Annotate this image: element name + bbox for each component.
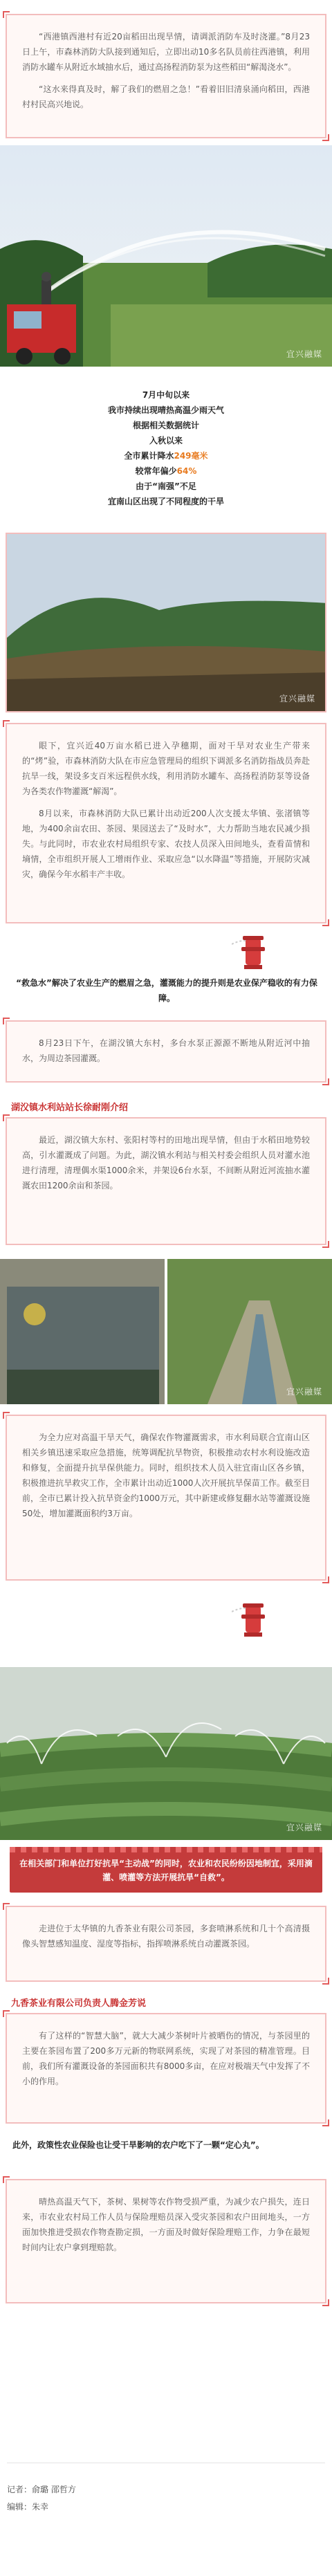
self-rescue-banner: [10, 1847, 322, 1893]
corner-decoration: [3, 11, 10, 18]
drought-summary: [0, 387, 332, 509]
section-hufu-water-station: 湖㳇镇水利站站长徐耐刚介绍: [11, 1103, 129, 1113]
corner-decoration: [3, 1903, 10, 1910]
summary-line-3: 根据相关数据统计: [132, 421, 199, 430]
jiuxiang-paragraph: 走进位于太华镇的九香茶业有限公司茶园，多套喷淋系统和几十个高清摄像头智慧感知温度、湿度等指标，指挥喷淋系统自动灌溉茶园。: [22, 1924, 310, 1949]
water-bureau-paragraph: 为全力应对高温干旱天气，确保农作物灌溉需求，市水利局联合宜南山区相关乡镇迅速采取应急措施，统筹调配抗旱物资，积极推动农村水利设施改造和修复，全面提升抗旱保供能力。同时，组织技术人员入驻宜南山区各乡镇，积极推进抗旱救灾工作，全市累计出动近1000人次开展抗旱保苗工作。截至目前，全市已累计投入抗旱资金约1000万元，其中新建或修复翻水站等灌溉设施50处，增加灌溉面积约3万亩。: [22, 1433, 310, 1518]
corner-decoration: [322, 1978, 329, 1985]
fire-truck-image: [0, 145, 332, 367]
highlight-emergency-water: “救急水”解决了农业生产的燃眉之急，灌溉能力的提升则是农业保产稳收的有力保障。: [16, 978, 317, 1003]
firefighter-paragraph-2: 8月以来，市森林消防大队已累计出动近200人次支援太华镇、张渚镇等地，为400余亩农田、茶园、果园送去了“及时水”，大力帮助当地农民减少损失。与此同时，市农业农村局组织专家、农技人员深入田间地头，查看苗情和墒情，全市组织开展人工增雨作业、采取应急“以水降温”等措施，开展防灾减灾，确保今年水稻丰产丰收。: [22, 809, 310, 879]
corner-decoration: [3, 1114, 10, 1121]
fire-hydrant-icon: [232, 923, 273, 972]
summary-rain-value: 249毫米: [174, 451, 208, 461]
corner-decoration: [3, 2010, 10, 2017]
corner-decoration: [322, 2119, 329, 2126]
watermark: 宜兴融媒: [286, 349, 322, 359]
smart-brain-card: [6, 2013, 326, 2124]
corner-decoration: [322, 1078, 329, 1085]
sprinkler-image: [0, 1667, 332, 1840]
intro-paragraph-2: “这水来得真及时，解了我们的燃眉之急！”看着旧旧清泉涌向稻田，西港村村民高兴地说。: [22, 84, 310, 109]
corner-decoration: [322, 2299, 329, 2306]
pump-channel-image: [0, 1259, 332, 1404]
jiuxiang-card: [6, 1906, 326, 1982]
hufu-card: [6, 1020, 326, 1083]
intro-paragraph-1: “西港镇西港村有近20亩稻田出现旱情，请调派消防车及时浇灌。”8月23日上午，市森林消防大队接到通知后，立即出动10多名队员前往西港镇，利用消防水罐车从附近水域抽水后，通过高扬程消防泵为这些稻田“解渴浇水”。: [22, 32, 310, 72]
fire-hydrant-icon: [232, 1591, 273, 1639]
banner-stripe-top: [10, 1847, 322, 1852]
farmland-image: [7, 534, 326, 711]
firefighter-paragraph-1: 眼下，宜兴近40万亩水稻已进入孕穗期，面对干旱对农业生产带来的“烤”验，市森林消防大队在市应急管理局的组织下调派多名消防指战员奔赴抗旱一线，架设多支百米远程供水线，利用消防水罐车、高扬程消防泵等设备为各类农作物灌溉“解渴”。: [22, 741, 310, 796]
watermark: 宜兴融媒: [286, 1387, 322, 1397]
summary-line-7: 由于“南强”不足: [136, 481, 196, 491]
section-jiuxiang-manager: 九香茶业有限公司负责人腾金芳说: [11, 1998, 147, 2009]
intro-card: [6, 14, 326, 138]
footer-editor: 编辑：朱幸: [7, 2502, 49, 2512]
photo-fire-truck: [0, 145, 332, 367]
water-bureau-card: [6, 1415, 326, 1581]
corner-decoration: [3, 2176, 10, 2183]
photo-sprinklers: [0, 1667, 332, 1840]
insurance-paragraph: 晴热高温天气下，茶树、果树等农作物受损严重，为减少农户损失，连日来，市农业农村局工作人员与保险理赔员深入受灾茶园和农户田间地头，一方面加快推进受损农作物查勘定损，一方面及时做好保险理赔工作，力争在最短时间内让农户拿到理赔款。: [22, 2197, 310, 2252]
corner-decoration: [3, 1018, 10, 1024]
watermark: 宜兴融媒: [286, 1823, 322, 1832]
summary-line-4: 入秋以来: [149, 436, 183, 445]
summary-line-8: 宜南山区出现了不同程度的干旱: [107, 497, 224, 506]
banner-text: 在相关部门和单位打好抗旱“主动战”的同时，农业和农民纷纷因地制宜，采用滴灌、喷灌等方法开展抗旱“自救”。: [19, 1859, 313, 1882]
water-station-paragraph: 最近，湖㳇镇大东村、张阳村等村的田地出现旱情，但由于水稻田地势较高，引水灌溉成了问题。为此，湖㳇镇水利站与相关村委会组织人员对灌水池进行清理，清理偶水渠1000余米，并架设6台水泵，不间断从附近河流抽水灌溉农田1200余亩和茶园。: [22, 1135, 310, 1190]
insurance-card: [6, 2179, 326, 2303]
summary-less-value: 64%: [176, 466, 197, 476]
highlight-insurance: 此外，政策性农业保险也让受干旱影响的农户吃下了一颗“定心丸”。: [12, 2140, 264, 2150]
corner-decoration: [3, 720, 10, 727]
corner-decoration: [322, 919, 329, 926]
corner-decoration: [322, 1576, 329, 1583]
corner-decoration: [3, 1412, 10, 1419]
summary-line-6: [0, 463, 332, 479]
summary-rain-label: 全市累计降水: [124, 451, 174, 461]
smart-brain-paragraph: 有了这样的“智慧大脑”，就大大减少茶树叶片被晒伤的情况，与茶园里的主要在茶园布置了200多万元新的物联网系统，实现了对茶园的精准管理。目前，我们所有灌溉设备的茶园面积共有8000多亩，在应对极端天气中发挥了不小的作用。: [22, 2031, 310, 2086]
hufu-paragraph-1: 8月23日下午，在湖㳇镇大东村，多台水泵正源源不断地从附近河中抽水，为周边茶园灌溉。: [22, 1038, 310, 1063]
footer-reporter: 记者：俞璐 邵哲方: [7, 2485, 76, 2494]
corner-decoration: [322, 1241, 329, 1248]
summary-line-5: [0, 448, 332, 463]
photo-pump-channels: [0, 1259, 332, 1404]
firefighter-card: [6, 723, 326, 923]
photo-farmland: [6, 533, 326, 712]
watermark: 宜兴融媒: [279, 694, 315, 703]
summary-line-2: 我市持续出现晴热高温少雨天气: [107, 405, 224, 415]
corner-decoration: [322, 134, 329, 141]
summary-line-1: 7月中旬以来: [142, 390, 190, 400]
water-station-card: [6, 1117, 326, 1245]
summary-less-label: 较常年偏少: [135, 466, 177, 476]
